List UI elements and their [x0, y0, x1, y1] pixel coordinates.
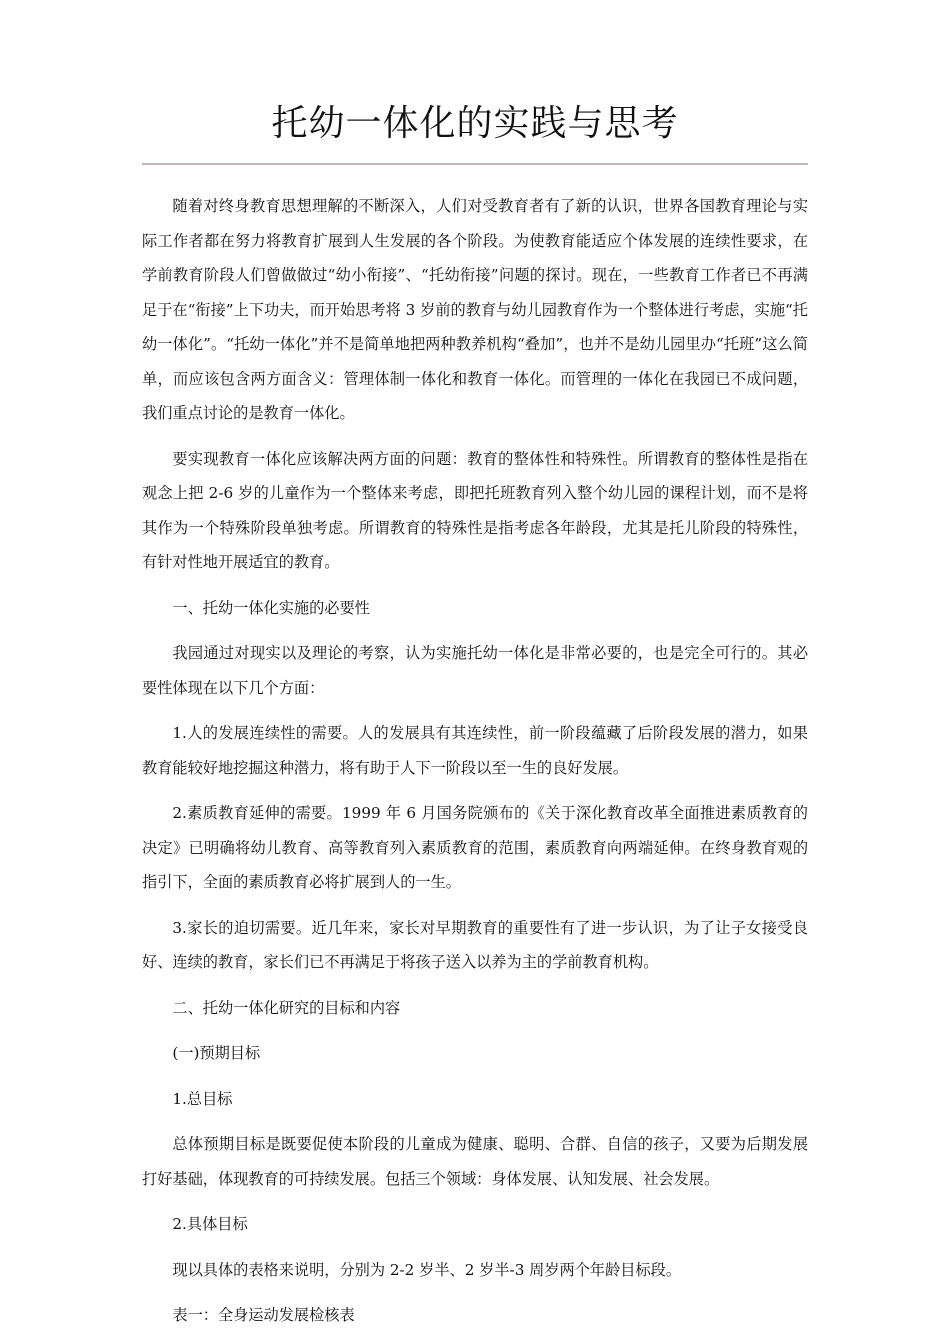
document-body [142, 189, 808, 1344]
necessity-item-3: 3.家长的迫切需要。近几年来，家长对早期教育的重要性有了进一步认识，为了让子女接受良好、连续的教育，家长们已不再满足于将孩子送入以养为主的学前教育机构。 [142, 918, 808, 971]
necessity-item-1: 1.人的发展连续性的需要。人的发展具有其连续性，前一阶段蕴藏了后阶段发展的潜力，如果教育能较好地挖掘这种潜力，将有助于人下一阶段以至一生的良好发展。 [142, 724, 808, 777]
necessity-intro-paragraph: 我园通过对现实以及理论的考察，认为实施托幼一体化是非常必要的，也是完全可行的。其必要性体现在以下几个方面： [142, 644, 808, 697]
necessity-item-2: 2.素质教育延伸的需要。1999 年 6 月国务院颁布的《关于深化教育改革全面推进素质教育的决定》已明确将幼儿教育、高等教育列入素质教育的范围，素质教育向两端延伸。在终身教育观的指引下，全面的素质教育必将扩展到人的一生。 [142, 804, 808, 891]
intro-paragraph: 随着对终身教育思想理解的不断深入，人们对受教育者有了新的认识，世界各国教育理论与实际工作者都在努力将教育扩展到人生发展的各个阶段。为使教育能适应个体发展的连续性要求，在学前教育阶段人们曾做做过“幼小衔接”、“托幼衔接”问题的探讨。现在，一些教育工作者已不再满足于在“衔接”上下功夫，而开始思考将 3 岁前的教育与幼儿园教育作为一个整体进行考虑，实施“托幼一体化”。“托幼一体化”并不是简单地把两种教养机构“叠加”，也并不是幼儿园里办“托班”这么简单，而应该包含两方面含义：管理体制一体化和教育一体化。而管理的一体化在我园已不成问题，我们重点讨论的是教育一体化。 [142, 197, 808, 422]
integration-paragraph: 要实现教育一体化应该解决两方面的问题：教育的整体性和特殊性。所谓教育的整体性是指在观念上把 2-6 岁的儿童作为一个整体来考虑，即把托班教育列入整个幼儿园的课程计划，而不是将其作为一个特殊阶段单独考虑。所谓教育的特殊性是指考虑各年龄段，尤其是托儿阶段的特殊性，有针对性地开展适宜的教育。 [142, 449, 808, 571]
title-divider [142, 163, 808, 165]
section-heading-necessity: 一、托幼一体化实施的必要性 [172, 598, 370, 617]
subheading-overall-goal: 1.总目标 [172, 1089, 233, 1108]
specific-goals-paragraph: 现以具体的表格来说明，分别为 2-2 岁半、2 岁半-3 周岁两个年龄目标段。 [172, 1260, 682, 1279]
subheading-expected-goals: (一)预期目标 [172, 1044, 261, 1062]
document-title: 托幼一体化的实践与思考 [271, 103, 679, 144]
table-caption: 表一：全身运动发展检核表 [172, 1306, 355, 1324]
section-heading-goals: 二、托幼一体化研究的目标和内容 [172, 998, 401, 1017]
subheading-specific-goals: 2.具体目标 [172, 1215, 248, 1233]
overall-goal-paragraph: 总体预期目标是既要促使本阶段的儿童成为健康、聪明、合群、自信的孩子，又要为后期发展打好基础，体现教育的可持续发展。包括三个领域：身体发展、认知发展、社会发展。 [142, 1135, 808, 1188]
